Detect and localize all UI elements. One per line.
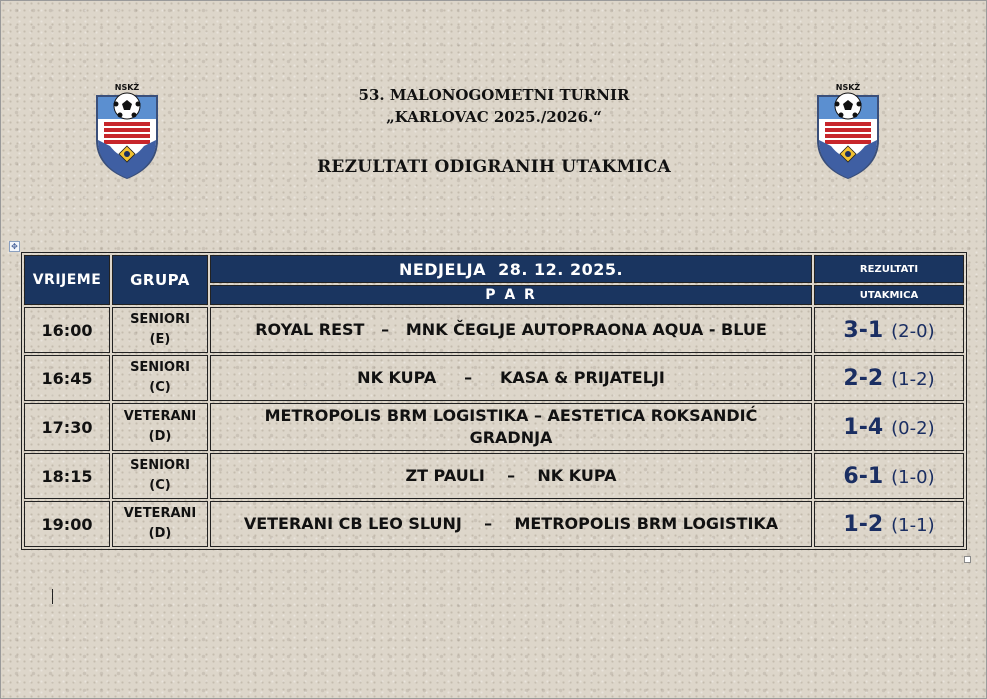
text-cursor: [52, 589, 53, 604]
header-results-top: REZULTATI: [814, 255, 964, 283]
table-row: [24, 501, 964, 547]
tournament-title: 53. MALONOGOMETNI TURNIR: [358, 86, 630, 104]
table-resize-handle[interactable]: [964, 556, 971, 563]
match-time: 19:00: [24, 501, 110, 547]
group-name: SENIORI: [130, 458, 190, 473]
table-row: [24, 453, 964, 499]
match-pair: ZT PAULI – NK KUPA: [210, 453, 812, 499]
club-logo-left: [94, 80, 160, 180]
match-score: [814, 307, 964, 353]
match-group: [112, 453, 208, 499]
group-letter: (D): [148, 526, 172, 541]
full-time-score: 1-4: [843, 414, 884, 440]
match-group: [112, 355, 208, 401]
table-move-handle-icon[interactable]: ✥: [9, 241, 20, 252]
group-name: VETERANI: [123, 409, 197, 424]
full-time-score: 1-2: [843, 511, 884, 537]
group-letter: (C): [149, 478, 171, 493]
results-table: [21, 252, 967, 550]
full-time-score: 3-1: [843, 317, 884, 343]
full-time-score: 6-1: [843, 463, 884, 489]
full-time-score: 2-2: [843, 365, 884, 391]
match-score: [814, 355, 964, 401]
match-time: 16:45: [24, 355, 110, 401]
logo-text-left: NSKŽ: [114, 83, 140, 92]
header-pair: P A R: [210, 285, 812, 305]
group-letter: (E): [149, 332, 171, 347]
group-letter: (D): [148, 429, 172, 444]
half-time-score: (1-0): [891, 466, 935, 488]
logo-text-right: NSKŽ: [835, 83, 861, 92]
match-score: [814, 501, 964, 547]
half-time-score: (2-0): [891, 320, 935, 342]
match-group: [112, 307, 208, 353]
results-heading: REZULTATI ODIGRANIH UTAKMICA: [317, 157, 671, 177]
match-group: [112, 501, 208, 547]
match-pair: NK KUPA – KASA & PRIJATELJI: [210, 355, 812, 401]
tournament-subtitle: „KARLOVAC 2025./2026.“: [386, 108, 602, 126]
header-date: NEDJELJA 28. 12. 2025.: [210, 255, 812, 283]
table-row: [24, 307, 964, 353]
half-time-score: (0-2): [891, 417, 935, 439]
group-name: VETERANI: [123, 506, 197, 521]
match-score: [814, 403, 964, 451]
match-pair: VETERANI CB LEO SLUNJ – METROPOLIS BRM LOGISTIKA: [210, 501, 812, 547]
group-name: SENIORI: [130, 360, 190, 375]
header-group: GRUPA: [112, 255, 208, 305]
match-pair: ROYAL REST – MNK ČEGLJE AUTOPRAONA AQUA - BLUE: [210, 307, 812, 353]
club-logo-right: [815, 80, 881, 180]
table-row: [24, 403, 964, 451]
match-time: 18:15: [24, 453, 110, 499]
table-header-row: [24, 255, 964, 283]
match-group: [112, 403, 208, 451]
half-time-score: (1-1): [891, 514, 935, 536]
half-time-score: (1-2): [891, 368, 935, 390]
match-score: [814, 453, 964, 499]
header-results-bottom: UTAKMICA: [814, 285, 964, 305]
match-pair: METROPOLIS BRM LOGISTIKA – AESTETICA ROKSANDIĆ GRADNJA: [210, 403, 812, 451]
group-letter: (C): [149, 380, 171, 395]
match-time: 17:30: [24, 403, 110, 451]
group-name: SENIORI: [130, 312, 190, 327]
match-time: 16:00: [24, 307, 110, 353]
table-row: [24, 355, 964, 401]
header-time: VRIJEME: [24, 255, 110, 305]
